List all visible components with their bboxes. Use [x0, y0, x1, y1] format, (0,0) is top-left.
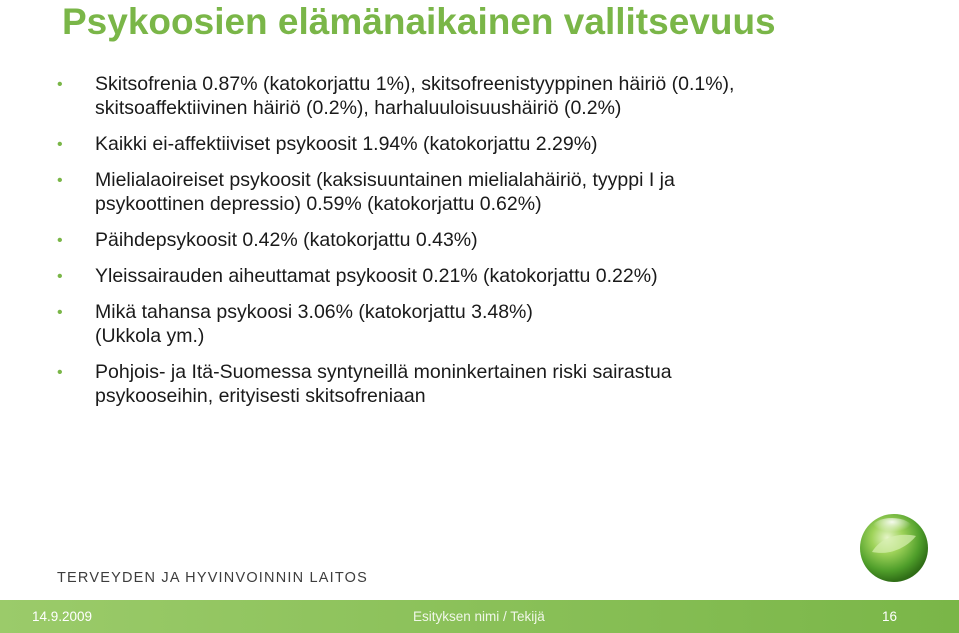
slide-title: Psykoosien elämänaikainen vallitsevuus: [62, 1, 776, 42]
bullet-icon: •: [57, 76, 63, 93]
bullet-item: [0, 228, 900, 252]
bullet-item: [0, 264, 900, 288]
bullet-list: [0, 72, 900, 420]
bullet-text: Päihdepsykoosit 0.42% (katokorjattu 0.43%): [95, 229, 478, 251]
green-globe-icon: [858, 512, 930, 584]
footer-page-number: 16: [881, 609, 897, 624]
bullet-text: Skitsofrenia 0.87% (katokorjattu 1%), skitsofreenistyyppinen häiriö (0.1%), skitsoaffektiivinen häiriö (0.2%), harhaluuloisuushäiriö (0.2%): [95, 73, 735, 119]
bullet-item: [0, 132, 900, 156]
footer-presentation-title: Esityksen nimi / Tekijä: [413, 609, 545, 624]
bullet-icon: •: [57, 232, 63, 249]
footer-bar: [0, 600, 959, 633]
bullet-item: [0, 72, 900, 120]
bullet-item: [0, 168, 900, 216]
bullet-item: [0, 300, 900, 348]
bullet-item: [0, 360, 900, 408]
bullet-text: Yleissairauden aiheuttamat psykoosit 0.21% (katokorjattu 0.22%): [95, 265, 658, 287]
bullet-text: Pohjois- ja Itä-Suomessa syntyneillä moninkertainen riski sairastua psykooseihin, erityisesti skitsofreniaan: [95, 361, 672, 407]
bullet-icon: •: [57, 136, 63, 153]
bullet-icon: •: [57, 172, 63, 189]
bullet-icon: •: [57, 304, 63, 321]
bullet-text: Kaikki ei-affektiiviset psykoosit 1.94% (katokorjattu 2.29%): [95, 133, 598, 155]
organization-logo-text: TERVEYDEN JA HYVINVOINNIN LAITOS: [57, 570, 369, 586]
bullet-text: Mielialaoireiset psykoosit (kaksisuuntainen mielialahäiriö, tyyppi I ja psykoottinen depressio) 0.59% (katokorjattu 0.62%): [95, 169, 675, 215]
bullet-icon: •: [57, 364, 63, 381]
footer-date: 14.9.2009: [32, 609, 93, 624]
bullet-icon: •: [57, 268, 63, 285]
bullet-text: Mikä tahansa psykoosi 3.06% (katokorjattu 3.48%) (Ukkola ym.): [95, 301, 533, 347]
